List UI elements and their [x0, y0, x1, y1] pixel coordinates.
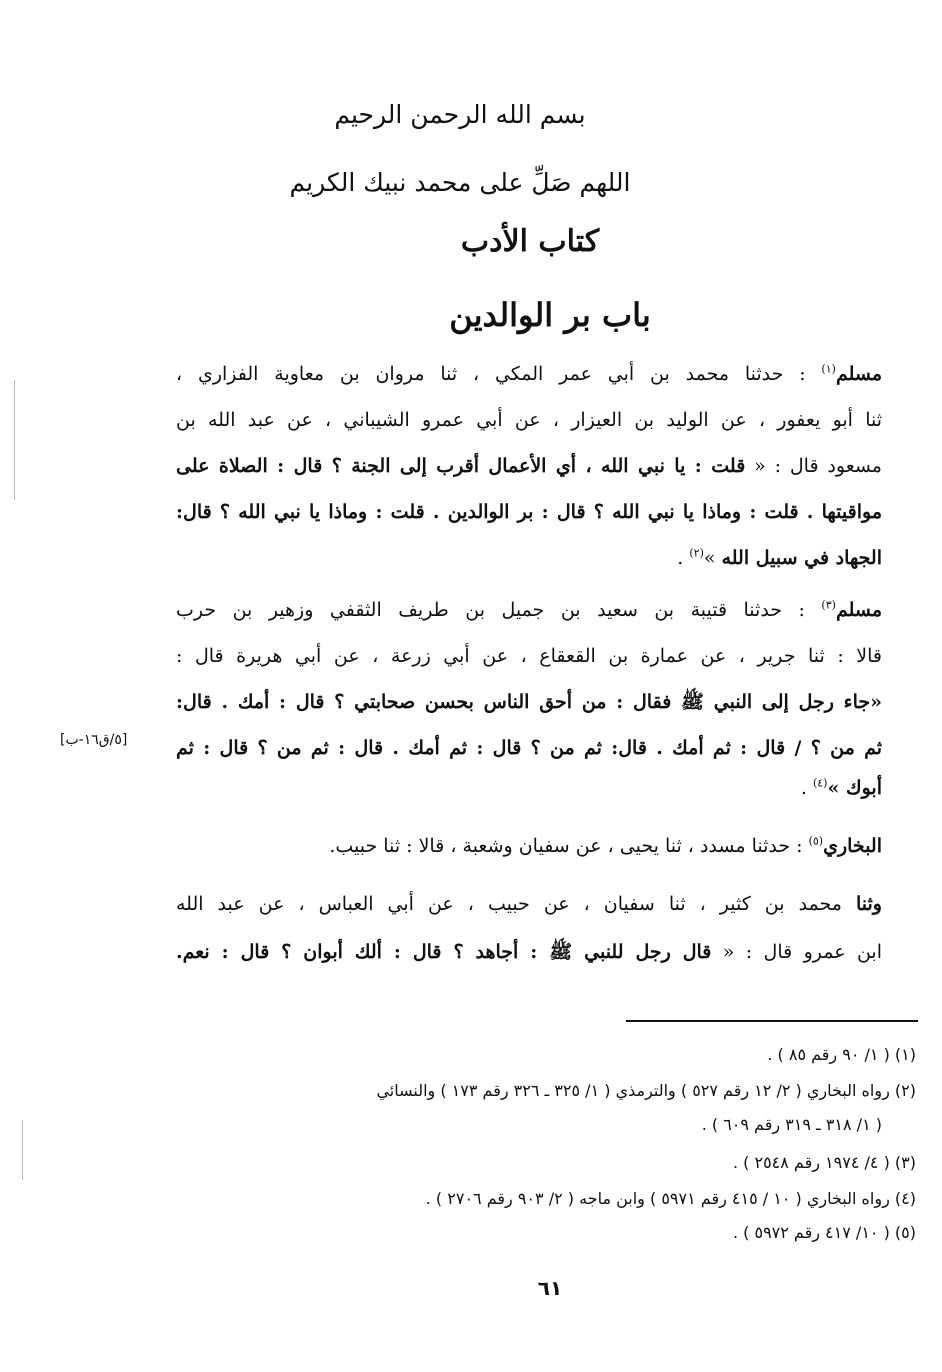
footnote-1: (١) ( ١/ ٩٠ رقم ٨٥ ) .: [767, 1045, 916, 1064]
hadith-2-line-4: ثم من ؟ / قال : ثم أمك . قال: ثم من ؟ قال : ثم أمك . قال : ثم من ؟ قال : ثم: [176, 737, 882, 759]
page-number: ٦١: [537, 1276, 563, 1300]
hadith-2-line-2: قالا : ثنا جرير ، عن عمارة بن القعقاع ، عن أبي زرعة ، عن أبي هريرة قال :: [176, 645, 882, 667]
footnote-ref-3[interactable]: (٣): [821, 598, 836, 612]
narrator-source: البخاري: [823, 835, 882, 857]
isnad-text: ابن عمرو قال : «: [711, 941, 882, 963]
hadith-2-line-3: «جاء رجل إلى النبي ﷺ فقال : من أحق الناس بحسن صحابتي ؟ قال : أمك . قال:: [176, 691, 882, 713]
narrator-source: مسلم: [835, 599, 882, 621]
period: .: [800, 777, 813, 799]
hadith-1-line-3: [176, 448, 882, 484]
connector-word: وثنا: [856, 893, 882, 915]
isnad-text: : حدثنا محمد بن أبي عمر المكي ، ثنا مروان بن معاوية الفزاري ،: [176, 363, 822, 385]
hadith-2-line-1: [176, 592, 882, 628]
salat-line: اللهم صَلِّ على محمد نبيك الكريم: [289, 168, 631, 197]
isnad-text: : حدثنا مسدد ، ثنا يحيى ، عن سفيان وشعبة ، قالا : ثنا حبيب.: [329, 835, 809, 857]
isnad-text: : حدثنا قتيبة بن سعيد بن جميل بن طريف الثقفي وزهير بن حرب: [176, 599, 822, 621]
hadith-1-line-4: مواقيتها . قلت : وماذا يا نبي الله ؟ قال : بر الوالدين . قلت : وماذا يا نبي الله ؟ قال:: [176, 501, 882, 523]
hadith-4-line-2: [176, 934, 882, 970]
period: .: [677, 547, 690, 569]
hadith-2-line-5: [176, 770, 882, 806]
scan-edge-mark: [14, 380, 15, 500]
hadith-3-line-1: [176, 828, 882, 864]
matn-text: قلت : يا نبي الله ، أي الأعمال أقرب إلى الجنة ؟ قال : الصلاة على: [176, 455, 746, 477]
quote-close: »: [703, 547, 722, 569]
hadith-4-line-1: [176, 886, 882, 922]
manuscript-folio-marker: [٥/ق١٦-ب]: [60, 732, 128, 748]
footnote-2-continued: ( ١/ ٣١٨ ـ ٣١٩ رقم ٦٠٩ ) .: [701, 1115, 882, 1134]
scan-edge-mark: [22, 1120, 23, 1180]
footnote-2: (٢) رواه البخاري ( ٢/ ١٢ رقم ٥٢٧ ) والترمذي ( ١/ ٣٢٥ ـ ٣٢٦ رقم ١٧٣ ) والنسائي: [376, 1081, 916, 1100]
narrator-source: مسلم: [835, 363, 882, 385]
footnote-4: (٤) رواه البخاري ( ١٠ / ٤١٥ رقم ٥٩٧١ ) وابن ماجه ( ٢/ ٩٠٣ رقم ٢٧٠٦ ) .: [425, 1189, 916, 1208]
matn-text: الجهاد في سبيل الله: [721, 547, 882, 569]
footnote-3: (٣) ( ٤/ ١٩٧٤ رقم ٢٥٤٨ ) .: [732, 1153, 916, 1172]
hadith-1-line-5: [176, 540, 882, 576]
footnote-ref-4[interactable]: (٤): [812, 776, 828, 790]
isnad-text: مسعود قال : «: [745, 455, 882, 477]
footnote-5: (٥) ( ١٠/ ٤١٧ رقم ٥٩٧٢ ) .: [732, 1223, 916, 1242]
footnote-ref-1[interactable]: (١): [821, 362, 836, 376]
footnote-ref-2[interactable]: (٢): [689, 546, 704, 560]
isnad-text: محمد بن كثير ، ثنا سفيان ، عن حبيب ، عن أبي العباس ، عن عبد الله: [176, 893, 856, 915]
footnote-separator: [626, 1020, 918, 1022]
hadith-1-line-2: ثنا أبو يعفور ، عن الوليد بن العيزار ، عن أبي عمرو الشيباني ، عن عبد الله بن: [176, 409, 883, 431]
chapter-title: باب بر الوالدين: [449, 296, 651, 334]
basmala: بسم الله الرحمن الرحيم: [334, 100, 586, 129]
matn-text: أبوك »: [827, 777, 882, 799]
matn-text: قال رجل للنبي ﷺ : أجاهد ؟ قال : ألك أبوان ؟ قال : نعم.: [176, 941, 712, 963]
hadith-1-line-1: [176, 356, 882, 392]
book-title: كتاب الأدب: [460, 224, 600, 259]
footnote-ref-5[interactable]: (٥): [808, 834, 824, 848]
